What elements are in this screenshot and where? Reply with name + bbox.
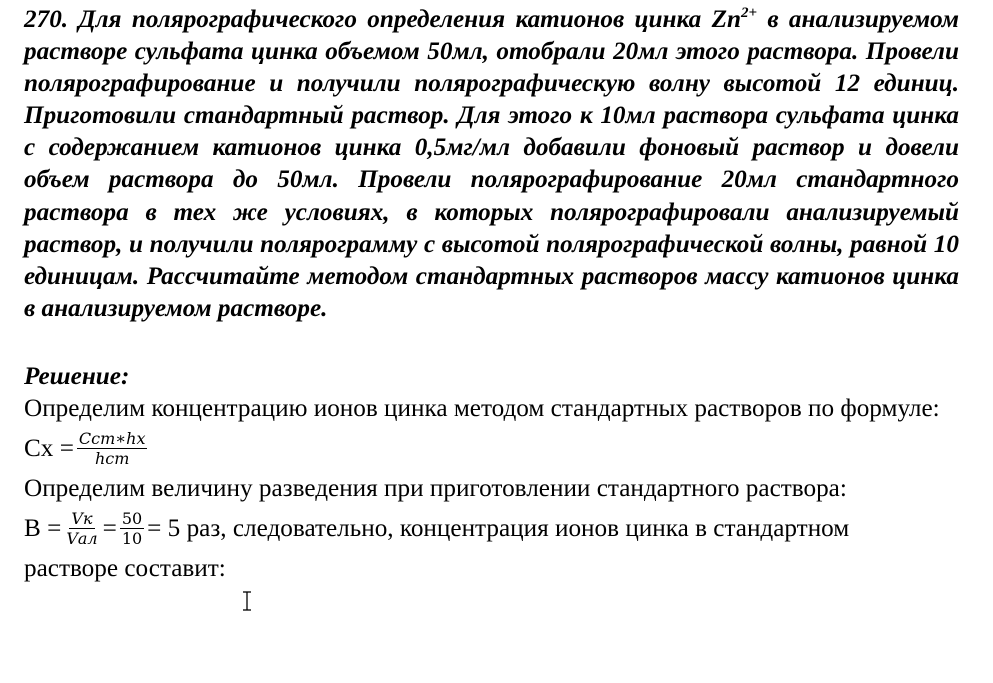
solution-paragraph-2: Определим величину разведения при приготовлении стандартного раствора: [24, 474, 847, 502]
task-statement [24, 4, 959, 325]
text-cursor-icon [240, 591, 254, 611]
formula-dilution-frac1-denominator: Vал [66, 529, 98, 549]
formula-cx-lhs: Сх = [24, 434, 74, 462]
formula-dilution-result: = 5 раз, следовательно, концентрация ионов цинка в стандартном [147, 514, 850, 542]
formula-dilution-equals: = [102, 514, 117, 542]
ion-charge-superscript: 2+ [740, 5, 758, 21]
formula-dilution-frac2-denominator: 10 [121, 529, 143, 549]
task-number: 270. [24, 6, 69, 33]
formula-cx-fraction [77, 429, 148, 468]
formula-dilution-fraction-volumes [64, 509, 99, 548]
solution-heading: Решение: [24, 362, 130, 390]
formula-dilution [24, 505, 959, 553]
formula-dilution-lhs: В = [24, 514, 62, 542]
formula-dilution-frac2-numerator: 50 [121, 509, 143, 529]
task-text-rest: в анализируемом растворе сульфата цинка объемом 50мл, отобрали 20мл этого раствора. Провели полярографирование и получили полярографическую волну высотой 12 единиц. Приготовили стандартный раствор. Для этого к 10мл раствора сульфата цинка с содержанием катионов цинка 0,5мг/мл добавили фоновый раствор и довели объем раствора до 50мл. Провели полярографирование 20мл стандартного раствора в тех же условиях, в которых полярографировали анализируемый раствор, и получили полярограмму с высотой полярографической волны, равной 10 единицам. Рассчитайте методом стандартных растворов массу катионов цинка в анализируемом растворе. [24, 6, 959, 322]
formula-cx [24, 425, 959, 473]
formula-dilution-frac1-numerator: Vк [71, 509, 93, 529]
solution-paragraph-1: Определим концентрацию ионов цинка методом стандартных растворов по формуле: [24, 394, 940, 422]
task-text-start: Для полярографического определения катионов цинка Zn [78, 6, 741, 33]
document-page [24, 4, 959, 585]
solution-paragraph-3: растворе составит: [24, 554, 226, 582]
formula-cx-denominator: hст [94, 449, 130, 469]
formula-cx-numerator: Cст∗hx [78, 429, 146, 449]
formula-dilution-fraction-values [120, 509, 144, 548]
